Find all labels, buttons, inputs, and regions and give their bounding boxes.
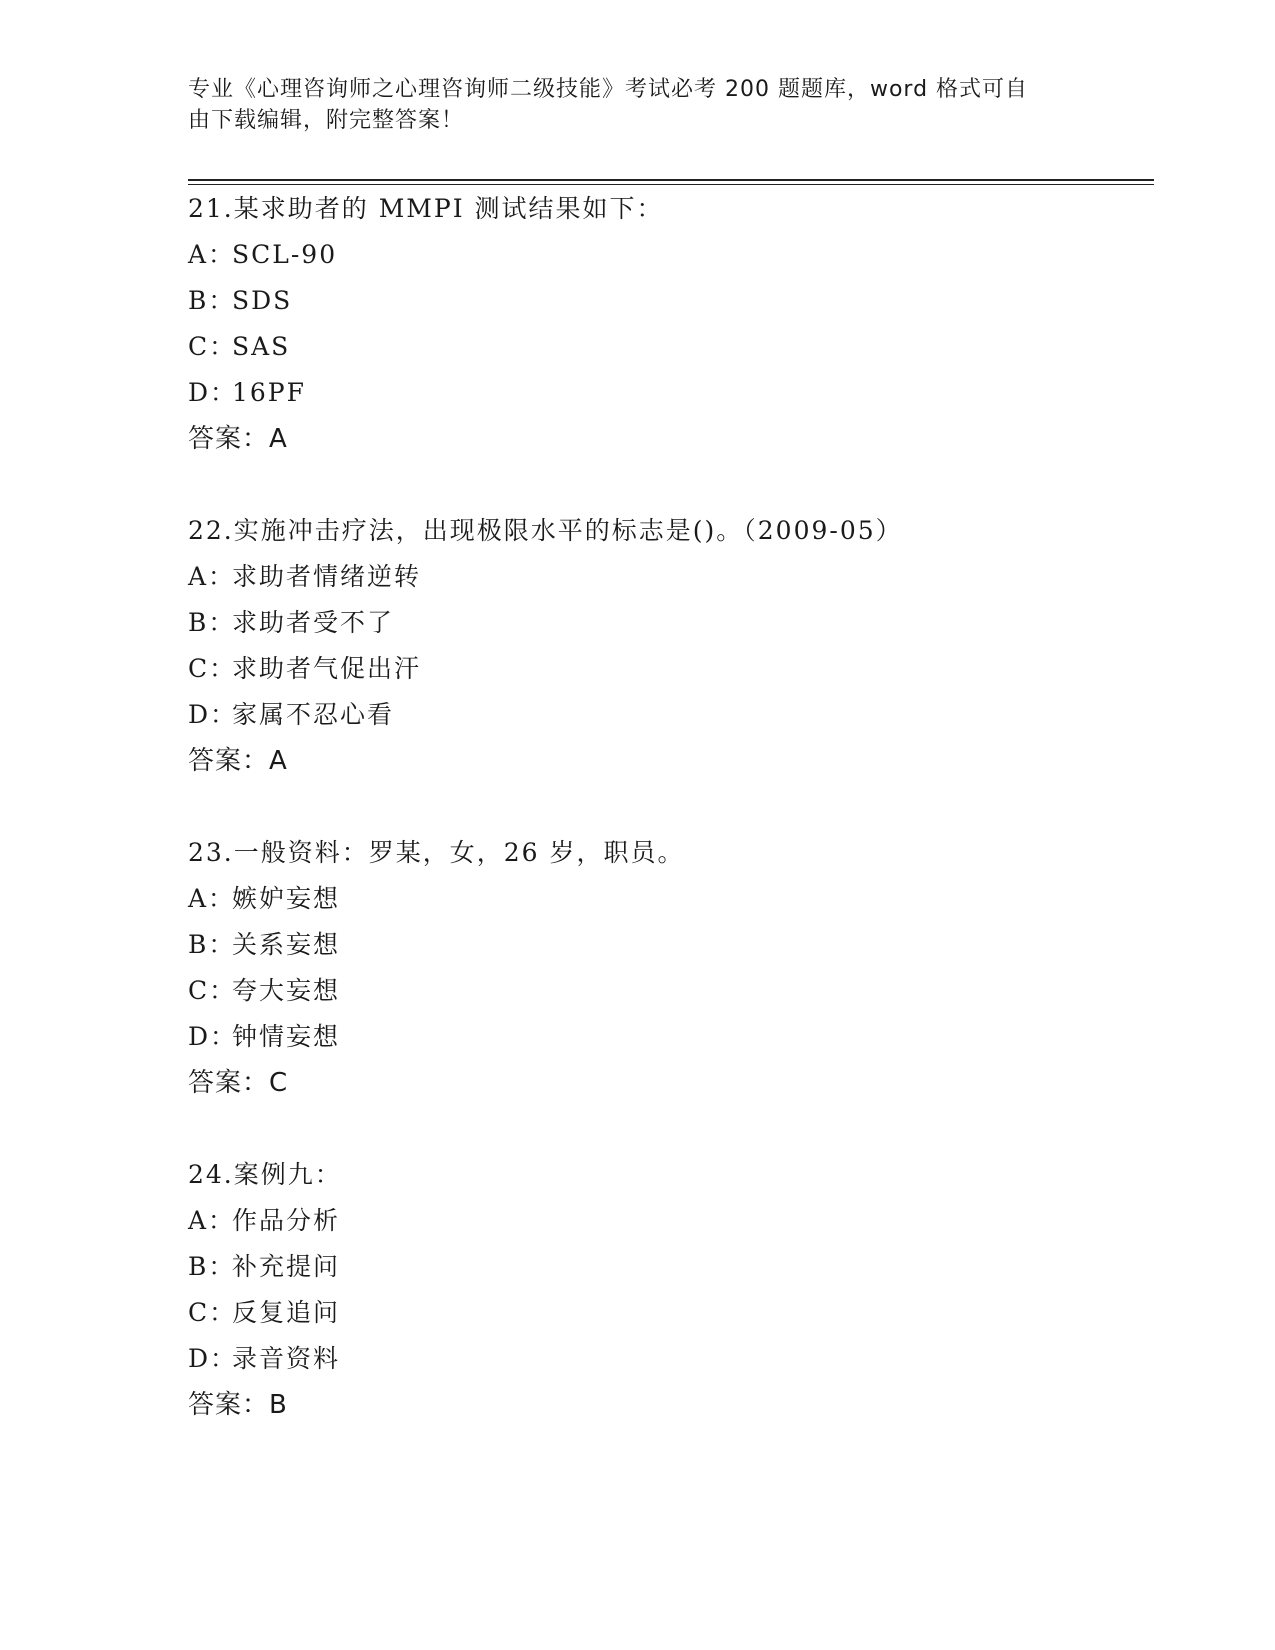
document-header — [188, 74, 1068, 136]
option-letter: B： — [188, 286, 236, 315]
option-a — [188, 232, 1088, 278]
option-d — [188, 370, 1088, 416]
option-letter: A： — [188, 884, 236, 913]
option-text: SCL-90 — [232, 240, 338, 269]
question-stem: 21.某求助者的 MMPI 测试结果如下： — [188, 194, 664, 223]
option-letter: A： — [188, 562, 236, 591]
question-stem: 24.案例九： — [188, 1160, 342, 1189]
option-letter: D： — [188, 1344, 238, 1373]
option-b — [188, 600, 1088, 646]
option-letter: C： — [188, 976, 237, 1005]
option-text: 钟情妄想 — [232, 1022, 341, 1051]
question-block — [188, 186, 1088, 462]
header-divider-thick — [188, 179, 1154, 181]
option-text: 求助者情绪逆转 — [232, 562, 422, 591]
option-a — [188, 554, 1088, 600]
option-letter: C： — [188, 654, 237, 683]
option-b — [188, 278, 1088, 324]
option-c — [188, 324, 1088, 370]
option-a — [188, 876, 1088, 922]
option-text: 求助者受不了 — [232, 608, 395, 637]
option-text: 作品分析 — [232, 1206, 341, 1235]
option-letter: B： — [188, 608, 236, 637]
option-c — [188, 968, 1088, 1014]
option-letter: B： — [188, 1252, 236, 1281]
answer-line: 答案：B — [188, 1390, 288, 1420]
option-text: 家属不忍心看 — [232, 700, 395, 729]
option-text: 关系妄想 — [232, 930, 341, 959]
option-d — [188, 692, 1088, 738]
option-text: 录音资料 — [232, 1344, 341, 1373]
option-text: 夸大妄想 — [232, 976, 341, 1005]
question-block — [188, 830, 1088, 1106]
answer-line: 答案：C — [188, 1068, 289, 1098]
option-letter: C： — [188, 332, 237, 361]
option-c — [188, 1290, 1088, 1336]
option-letter: D： — [188, 378, 238, 407]
option-letter: B： — [188, 930, 236, 959]
header-line-2: 由下载编辑，附完整答案！ — [188, 108, 465, 133]
question-stem: 22.实施冲击疗法，出现极限水平的标志是()。（2009-05） — [188, 516, 903, 545]
option-text: SDS — [232, 286, 293, 315]
option-text: 嫉妒妄想 — [232, 884, 341, 913]
option-text: 求助者气促出汗 — [232, 654, 422, 683]
option-letter: C： — [188, 1298, 237, 1327]
option-letter: D： — [188, 1022, 238, 1051]
option-text: 16PF — [232, 378, 306, 407]
option-letter: D： — [188, 700, 238, 729]
option-text: 反复追问 — [232, 1298, 341, 1327]
option-b — [188, 1244, 1088, 1290]
option-text: 补充提问 — [232, 1252, 341, 1281]
option-letter: A： — [188, 1206, 236, 1235]
question-block — [188, 508, 1088, 784]
option-text: SAS — [232, 332, 291, 361]
header-divider-thin — [188, 184, 1154, 185]
option-a — [188, 1198, 1088, 1244]
answer-line: 答案：A — [188, 746, 288, 776]
option-letter: A： — [188, 240, 236, 269]
option-d — [188, 1014, 1088, 1060]
option-d — [188, 1336, 1088, 1382]
option-b — [188, 922, 1088, 968]
question-block — [188, 1152, 1088, 1428]
header-line-1: 专业《心理咨询师之心理咨询师二级技能》考试必考 200 题题库，word 格式可自 — [188, 77, 1029, 102]
question-stem: 23.一般资料：罗某，女，26 岁，职员。 — [188, 838, 685, 867]
answer-line: 答案：A — [188, 424, 288, 454]
option-c — [188, 646, 1088, 692]
